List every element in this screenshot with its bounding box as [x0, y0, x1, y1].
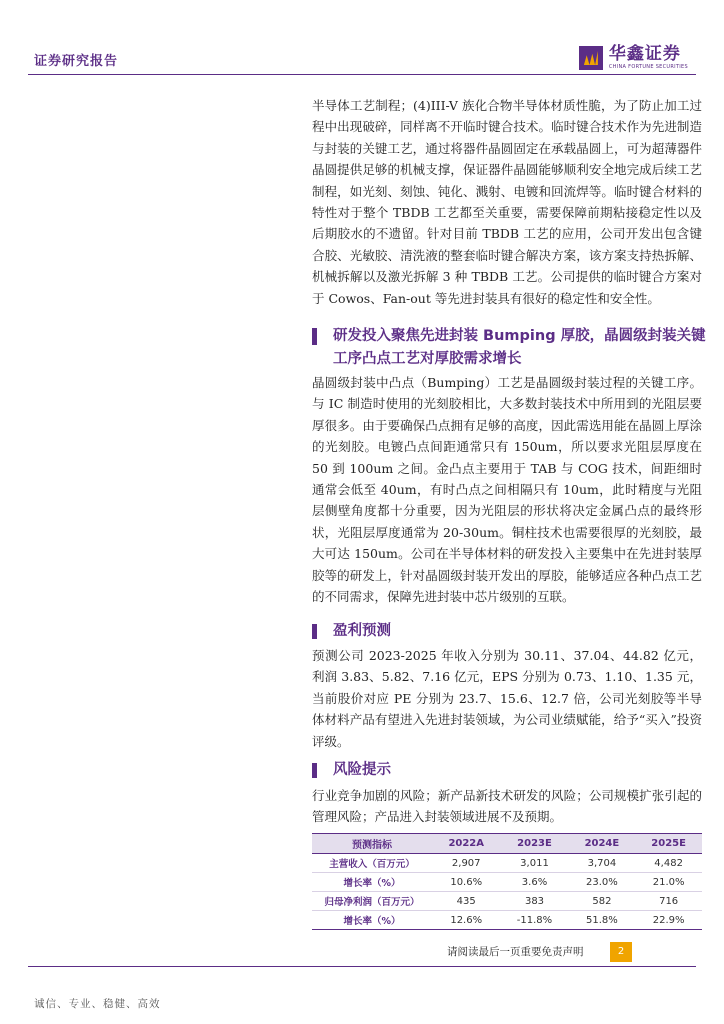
paragraph-temporary-bonding: 半导体工艺制程；(4)III-V 族化合物半导体材质性脆，为了防止加工过程中出现破碎，同样离不开临时键合技术。临时键合技术作为先进制造与封装的关键工艺，通过将器件晶圆固定在承载晶圆上，可为超薄器件晶圆提供足够的机械支撑，保证器件晶圆能够顺利安全地完成后续工艺制程，如光刻、刻蚀、钝化、溅射、电镀和回流焊等。临时键合材料的特性对于整个 TBDB 工艺都至关重要，需要保障前期粘接稳定性以及后期胶水的不遗留。针对目前 TBDB 工艺的应用，公司开发出包含键合胶、光敏胶、清洗液的整套临时键合解决方案，该方案支持热拆解、机械拆解以及激光拆解 3 种 TBDB 工艺。公司提供的临时键合方案对于 Cowos、Fan-out 等先进封装具有很好的稳定性和安全性。: [312, 98, 702, 306]
forecast-table: [312, 833, 702, 930]
table-cell: 23.0%: [569, 873, 636, 892]
table-row-label: 增长率（%）: [312, 911, 432, 930]
table-cell: 51.8%: [569, 911, 636, 930]
header-divider: [28, 74, 696, 75]
section-heading-bumping: [312, 325, 712, 371]
section-heading-profit-forecast: [312, 620, 712, 643]
table-row-label: 主营收入（百万元）: [312, 854, 432, 873]
table-cell: 582: [569, 892, 636, 911]
table-cell: 3.6%: [500, 873, 568, 892]
table-header-cell: 2024E: [569, 834, 636, 854]
table-cell: 10.6%: [432, 873, 500, 892]
table-header-cell: 预测指标: [312, 834, 432, 854]
table-row-label: 归母净利润（百万元）: [312, 892, 432, 911]
page-number: 2: [610, 942, 632, 962]
table-cell: 4,482: [635, 854, 702, 873]
table-cell: 3,704: [569, 854, 636, 873]
paragraph-bumping: 晶圆级封装中凸点（Bumping）工艺是晶圆级封装过程的关键工序。与 IC 制造时使用的光刻胶相比，大多数封装技术中所用到的光阻层要厚很多。由于要确保凸点拥有足够的高度，因此需选用能在晶圆上厚涂的光刻胶。电镀凸点间距通常只有 150um，所以要求光阻层厚度在 50 到 100um 之间。金凸点主要用于 TAB 与 COG 技术，间距细时通常会低至 40um，有时凸点之间相隔只有 10um，此时精度与光阻层侧壁角度都十分重要，因为光阻层的形状将决定金属凸点的最终形状，光阻层厚度通常为 20-30um。铜柱技术也需要很厚的光刻胶，最大可达 150um。公司在半导体材料的研发投入主要集中在先进封装厚胶等的研发上，针对晶圆级封装开发出的厚胶，能够适应各种凸点工艺的不同需求，保障先进封装中芯片级别的互联。: [312, 375, 702, 605]
table-cell: 22.9%: [635, 911, 702, 930]
table-row: [312, 892, 702, 911]
paragraph-risk: 行业竞争加剧的风险；新产品新技术研发的风险；公司规模扩张引起的管理风险；产品进入封装领域进展不及预期。: [312, 788, 702, 825]
section-heading-risk: [312, 759, 712, 782]
company-slogan: 诚信、专业、稳健、高效: [34, 998, 161, 1010]
table-cell: 21.0%: [635, 873, 702, 892]
section-marker-icon: [312, 763, 317, 778]
disclaimer-notice: 请阅读最后一页重要免责声明: [447, 946, 584, 958]
report-type-label: 证券研究报告: [34, 54, 119, 69]
table-cell: 12.6%: [432, 911, 500, 930]
logo-icon: [579, 46, 603, 70]
table-row: [312, 911, 702, 930]
section-title: 风险提示: [333, 762, 391, 778]
table-row: [312, 854, 702, 873]
table-header-cell: 2022A: [432, 834, 500, 854]
footer-divider: [28, 966, 696, 967]
section-marker-icon: [312, 624, 317, 639]
section-title: 盈利预测: [333, 623, 391, 639]
table-cell: 383: [500, 892, 568, 911]
table-cell: 3,011: [500, 854, 568, 873]
table-cell: 716: [635, 892, 702, 911]
table-row-label: 增长率（%）: [312, 873, 432, 892]
table-header-row: [312, 834, 702, 854]
table-cell: 2,907: [432, 854, 500, 873]
table-header-cell: 2025E: [635, 834, 702, 854]
table-header-cell: 2023E: [500, 834, 568, 854]
table-cell: 435: [432, 892, 500, 911]
section-title: 研发投入聚焦先进封装 Bumping 厚胶，晶圆级封装关键工序凸点工艺对厚胶需求增长: [333, 328, 706, 367]
table-row: [312, 873, 702, 892]
logo-subtitle: CHINA FORTUNE SECURITIES: [608, 64, 688, 70]
table-cell: -11.8%: [500, 911, 568, 930]
section-marker-icon: [312, 328, 317, 345]
logo-name: 华鑫证券: [608, 44, 681, 64]
paragraph-profit-forecast: 预测公司 2023-2025 年收入分别为 30.11、37.04、44.82 亿元，利润 3.83、5.82、7.16 亿元，EPS 分别为 0.73、1.10、1.35 元，当前股价对应 PE 分别为 23.7、15.6、12.7 倍，公司光刻胶等半导体材料产品有望进入先进封装领域，为公司业绩赋能，给予“买入”投资评级。: [312, 648, 702, 749]
company-logo: [579, 44, 688, 71]
